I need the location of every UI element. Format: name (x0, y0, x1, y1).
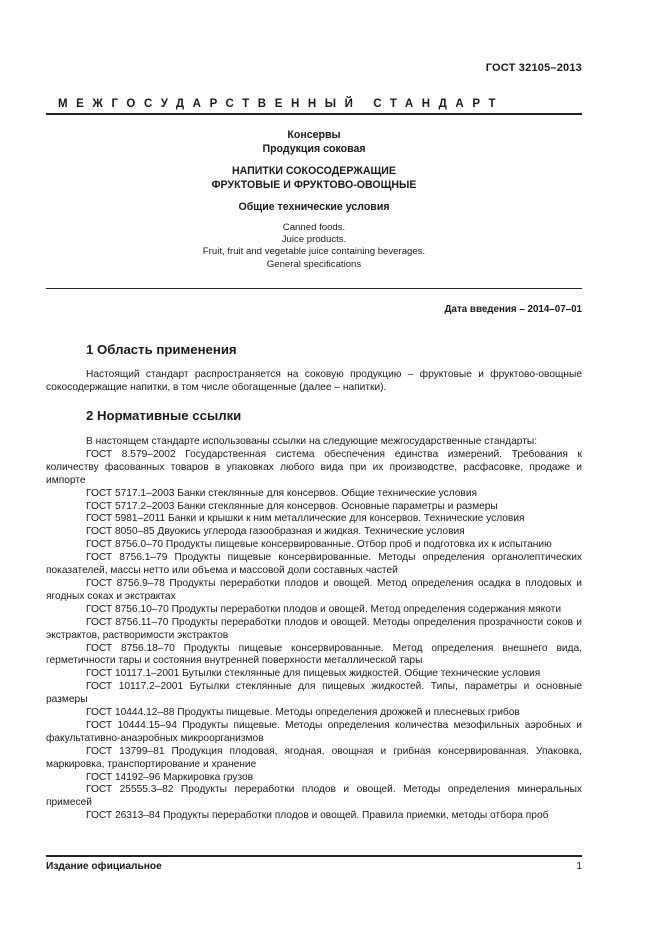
section-1-body (46, 369, 582, 395)
reference-item: ГОСТ 8756.10–70 Продукты переработки плодов и овощей. Метод определения содержания мякоти (86, 603, 562, 615)
reference-item: ГОСТ 13799–81 Продукция плодовая, ягодная, овощная и грибная консервированная. Упаковка, маркировка, транспортирование и хранение (46, 745, 582, 770)
title-rule (46, 288, 582, 289)
introduction-date: Дата введения – 2014–07–01 (444, 304, 582, 315)
reference-item: ГОСТ 5717.1–2003 Банки стеклянные для консервов. Общие технические условия (86, 487, 478, 499)
standard-banner: МЕЖГОСУДАРСТВЕННЫЙ СТАНДАРТ (58, 98, 505, 110)
reference-item: ГОСТ 26313–84 Продукты переработки плодов и овощей. Правила приемки, методы отбора проб (86, 810, 549, 822)
title-subtitle: Общие технические условия (238, 201, 390, 213)
banner-rule (46, 113, 582, 115)
section-1-paragraph: Настоящий стандарт распространяется на соковую продукцию – фруктовые и фруктово-овощные сокосодержащие напитки, в том числе обогащенные (далее – напитки). (46, 369, 582, 393)
reference-item: ГОСТ 10117.1–2001 Бутылки стеклянные для пищевых жидкостей. Общие технические условия (86, 668, 541, 680)
reference-item: ГОСТ 8756.9–78 Продукты переработки плодов и овощей. Метод определения осадка в плодовых и ягодных соках и экстрактах (46, 577, 582, 602)
reference-item: ГОСТ 5981–2011 Банки и крышки к ним металлические для консервов. Технические условия (86, 513, 525, 525)
section-2-title: 2 Нормативные ссылки (86, 408, 242, 423)
reference-item: ГОСТ 8756.1–79 Продукты пищевые консервированные. Методы определения органолептических показателей, массы нетто или объема и массовой доли составных частей (46, 552, 582, 577)
title-line-1: Консервы (287, 129, 341, 141)
reference-item: ГОСТ 14192–96 Маркировка грузов (86, 771, 254, 783)
title-block (46, 128, 582, 271)
reference-item: ГОСТ 8756.11–70 Продукты переработки плодов и овощей. Методы определения прозрачности соков и экстрактов, растворимости экстрактов (46, 616, 582, 641)
title-en-2: Juice products. (281, 234, 347, 246)
footer-rule (46, 855, 582, 857)
section-2-intro: В настоящем стандарте использованы ссылки на следующие межгосударственные стандарты: (86, 436, 538, 447)
document-code: ГОСТ 32105–2013 (485, 62, 582, 74)
title-line-2: Продукция соковая (262, 143, 366, 155)
reference-item: ГОСТ 5717.2–2003 Банки стеклянные для консервов. Основные параметры и размеры (86, 500, 498, 512)
reference-item: ГОСТ 10444.15–94 Продукты пищевые. Методы определения количества мезофильных аэробных и факультативно-анаэробных микроорганизмов (46, 719, 582, 744)
reference-item: ГОСТ 8.579–2002 Государственная система обеспечения единства измерений. Требования к количеству фасованных товаров в упаковках любого вида при их производстве, расфасовке, продаже и импорте (46, 448, 582, 486)
page-number: 1 (576, 861, 582, 872)
reference-item: ГОСТ 10117.2–2001 Бутылки стеклянные для пищевых жидкостей. Типы, параметры и основные размеры (46, 681, 582, 706)
reference-item: ГОСТ 8756.0–70 Продукты пищевые консервированные. Отбор проб и подготовка их к испытанию (86, 539, 552, 551)
title-en-4: General specifications (266, 258, 362, 270)
title-en-3: Fruit, fruit and vegetable juice containing beverages. (202, 246, 426, 258)
reference-item: ГОСТ 8050–85 Двуокись углерода газообразная и жидкая. Технические условия (86, 526, 465, 538)
section-1-title: 1 Область применения (86, 342, 237, 357)
reference-item: ГОСТ 25555.3–82 Продукты переработки плодов и овощей. Методы определения минеральных примесей (46, 784, 582, 809)
official-edition-label: Издание официальное (46, 861, 162, 872)
section-2-body (46, 436, 582, 823)
reference-item: ГОСТ 8756.18–70 Продукты пищевые консервированные. Метод определения внешнего вида, герметичности тары и состояния внутренней поверхности металлической тары (46, 642, 582, 667)
reference-item: ГОСТ 10444.12–88 Продукты пищевые. Методы определения дрожжей и плесневых грибов (86, 707, 520, 719)
title-main-1: НАПИТКИ СОКОСОДЕРЖАЩИЕ (232, 165, 396, 177)
title-en-1: Canned foods. (282, 222, 346, 233)
title-main-2: ФРУКТОВЫЕ И ФРУКТОВО-ОВОЩНЫЕ (211, 179, 417, 191)
